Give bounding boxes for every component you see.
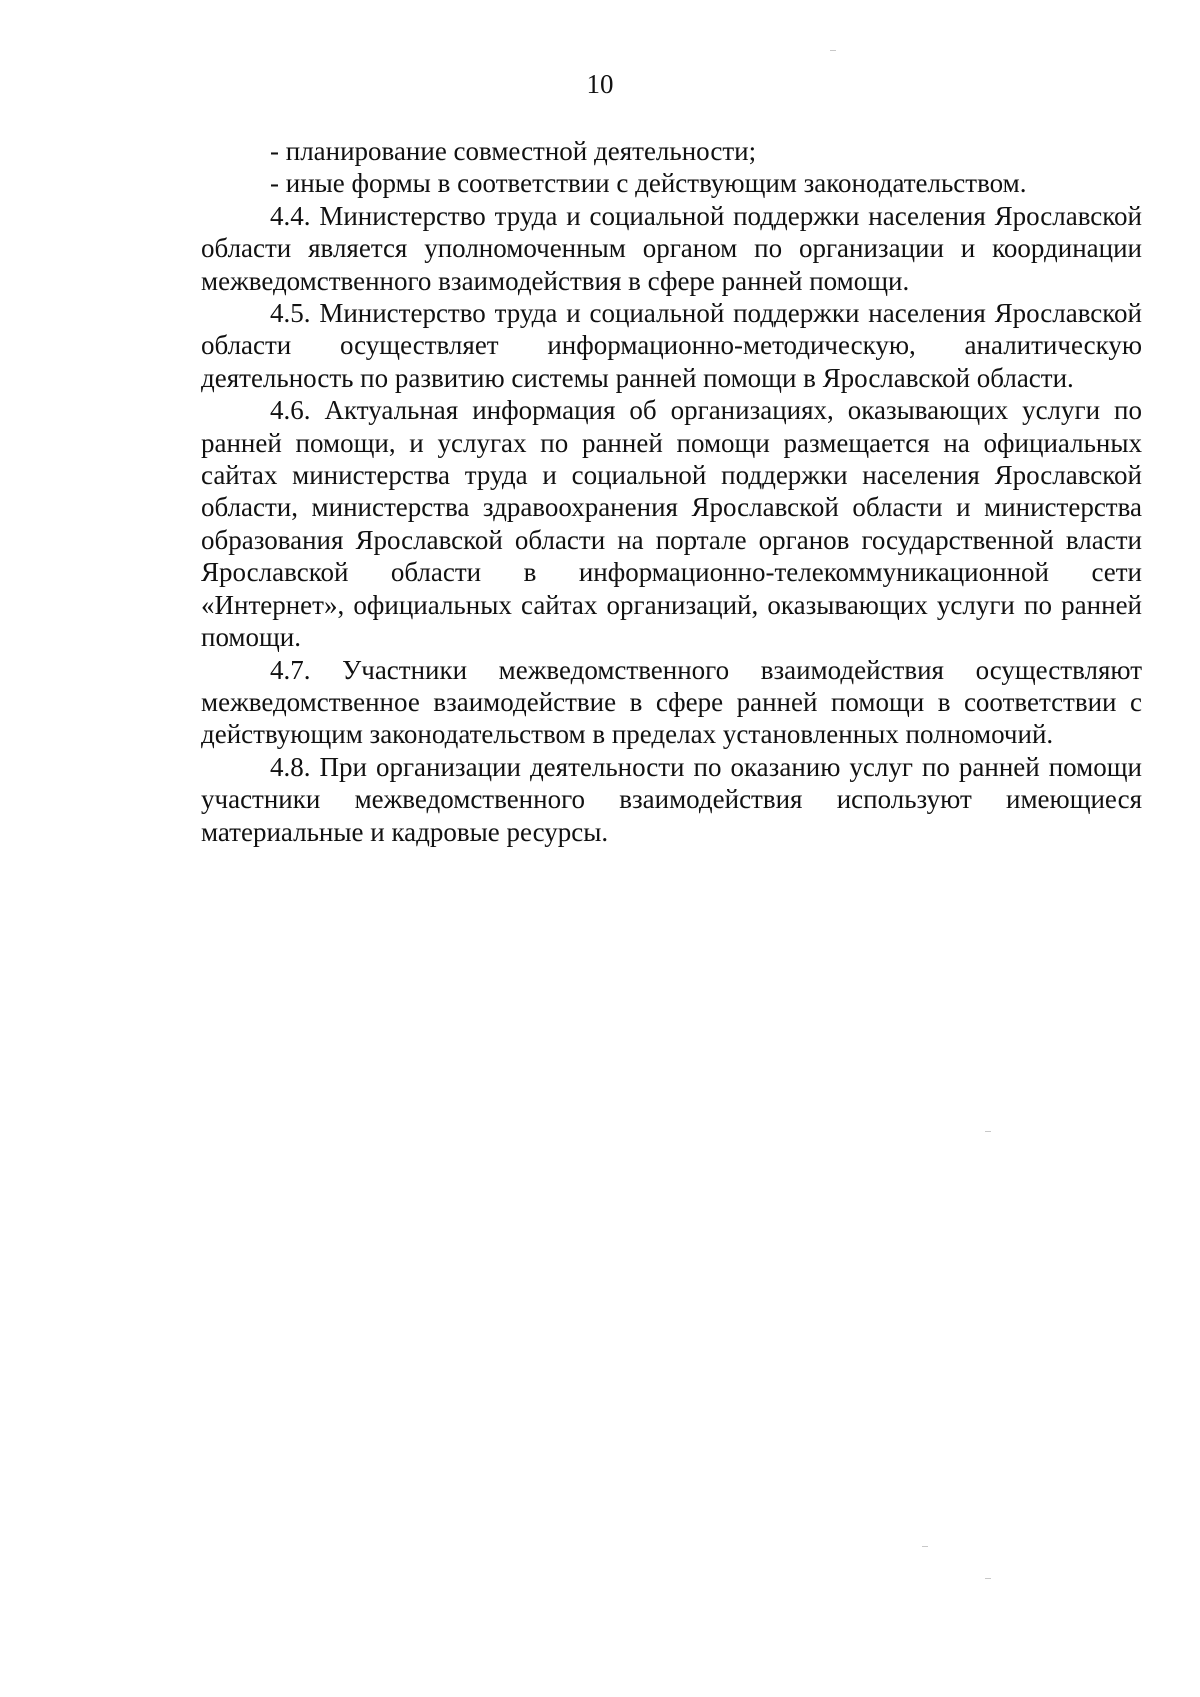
paragraph-4-8: 4.8. При организации деятельности по оказанию услуг по ранней помощи участники межведомственного взаимодействия используют имеющиеся материальные и кадровые ресурсы. (201, 751, 1142, 847)
list-item-joint-planning: - планирование совместной деятельности; (270, 136, 757, 166)
scan-speck (922, 1546, 928, 1547)
scan-speck (985, 1131, 991, 1132)
scan-speck (830, 50, 836, 51)
document-body (201, 135, 1142, 848)
paragraph-4-4: 4.4. Министерство труда и социальной поддержки населения Ярославской области является уполномоченным органом по организации и координации межведомственного взаимодействия в сфере ранней помощи. (201, 200, 1142, 296)
page-number: 10 (586, 69, 614, 99)
paragraph-4-5: 4.5. Министерство труда и социальной поддержки населения Ярославской области осуществляет информационно-методическую, аналитическую деятельность по развитию системы ранней помощи в Ярославской области. (201, 298, 1142, 393)
paragraph-4-6: 4.6. Актуальная информация об организациях, оказывающих услуги по ранней помощи, и услугах по ранней помощи размещается на официальных сайтах министерства труда и социальной поддержки населения Ярославской области, министерства здравоохранения Ярославской области и министерства образования Ярославской области на портале органов государственной власти Ярославской области в информационно-телекоммуникационной сети «Интернет», официальных сайтах организаций, оказывающих услуги по ранней помощи. (201, 395, 1142, 653)
list-item-other-forms: - иные формы в соответствии с действующим законодательством. (270, 168, 1027, 199)
scan-speck (985, 1578, 991, 1579)
paragraph-4-7: 4.7. Участники межведомственного взаимодействия осуществляют межведомственное взаимодействие в сфере ранней помощи в соответствии с действующим законодательством в пределах установленных полномочий. (201, 654, 1142, 750)
